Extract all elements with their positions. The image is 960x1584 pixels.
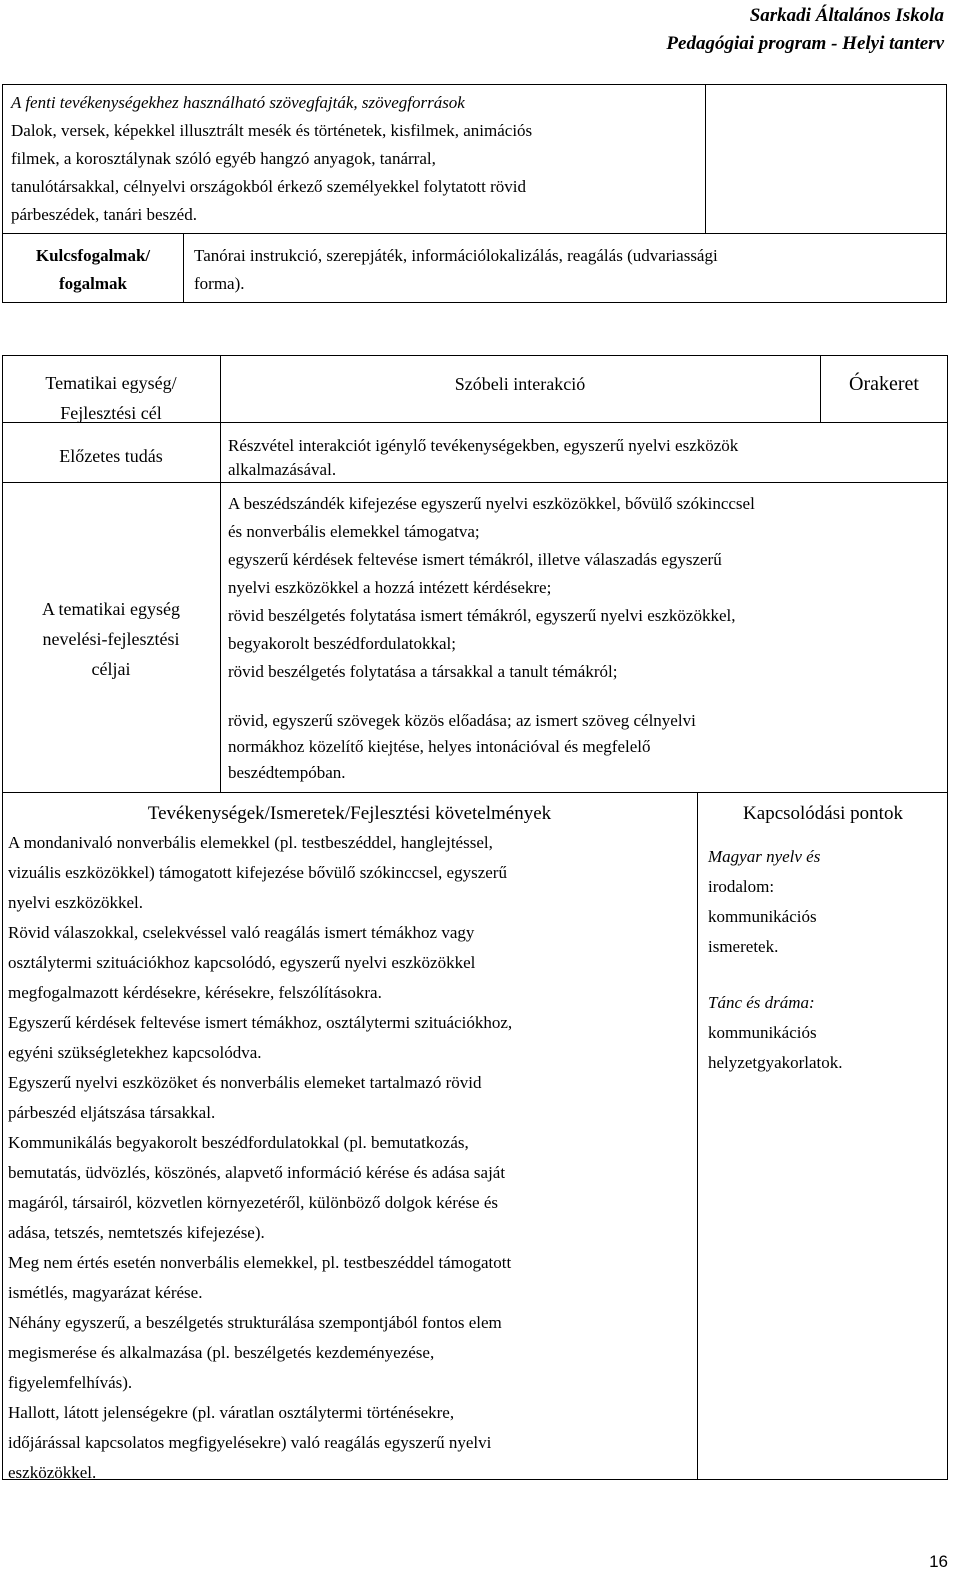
- activity-line: Kommunikálás begyakorolt beszédfordulatokkal (pl. bemutatkozás,: [8, 1133, 469, 1152]
- text-sources-box: [2, 84, 706, 234]
- connection-subject: Magyar nyelv és: [708, 847, 821, 866]
- text-sources-line: párbeszédek, tanári beszéd.: [11, 205, 197, 224]
- connection-text: kommunikációs: [708, 907, 817, 926]
- activity-line: figyelemfelhívás).: [8, 1373, 133, 1392]
- goals-text2-line: rövid, egyszerű szövegek közös előadása; az ismert szöveg célnyelvi: [228, 711, 696, 730]
- goals-text2-line: beszédtempóban.: [228, 763, 346, 782]
- activity-line: Rövid válaszokkal, cselekvéssel való reagálás ismert témákhoz vagy: [8, 923, 475, 942]
- activity-line: Egyszerű nyelvi eszközöket és nonverbális elemeket tartalmazó rövid: [8, 1073, 482, 1092]
- prior-line: [2, 482, 948, 483]
- activity-line: bemutatás, üdvözlés, köszönés, alapvető információ kérése és adása saját: [8, 1163, 506, 1182]
- unit-label: Tematikai egység/: [45, 373, 177, 393]
- activity-line: A mondanivaló nonverbális elemekkel (pl. testbeszéddel, hanglejtéssel,: [8, 833, 493, 852]
- school-name: Sarkadi Általános Iskola: [749, 5, 944, 26]
- activity-line: nyelvi eszközökkel.: [8, 893, 144, 912]
- unit-label: Fejlesztési cél: [60, 403, 162, 423]
- keyconcepts-text: Tanórai instrukció, szerepjáték, információlokalizálás, reagálás (udvariassági: [194, 246, 718, 265]
- activity-line: vizuális eszközökkel) támogatott kifejezése bővülő szókinccsel, egyszerű: [8, 863, 507, 882]
- goals-label-cell: [2, 594, 220, 684]
- keyconcepts-text-cell: [183, 233, 947, 303]
- prior-text-cell: [228, 434, 943, 482]
- connections-body: [708, 842, 944, 1078]
- hours-label: Órakeret: [849, 373, 919, 395]
- connection-text: kommunikációs: [708, 1023, 817, 1042]
- keyconcepts-text: forma).: [194, 274, 245, 293]
- goals-text-line: egyszerű kérdések feltevése ismert témákról, illetve válaszadás egyszerű: [228, 550, 722, 569]
- activity-line: adása, tetszés, nemtetszés kifejezése).: [8, 1223, 265, 1242]
- keyconcepts-label-cell: [2, 233, 184, 303]
- activities-divider: [697, 792, 698, 1480]
- activity-line: megismerése és alkalmazása (pl. beszélgetés kezdeményezése,: [8, 1343, 435, 1362]
- goals-text-line: és nonverbális elemekkel támogatva;: [228, 522, 480, 541]
- goals-text-line: begyakorolt beszédfordulatokkal;: [228, 634, 457, 653]
- page-number: 16: [929, 1552, 948, 1571]
- connection-subject: irodalom:: [708, 877, 775, 896]
- activity-line: időjárással kapcsolatos megfigyelésekre) való reagálás egyszerű nyelvi: [8, 1433, 492, 1452]
- goals-text-line: rövid beszélgetés folytatása ismert témákról, egyszerű nyelvi eszközökkel,: [228, 606, 736, 625]
- activity-line: osztálytermi szituációkhoz kapcsolódó, egyszerű nyelvi eszközökkel: [8, 953, 476, 972]
- activities-body: [8, 828, 693, 1488]
- prior-text-line: alkalmazásával.: [228, 460, 337, 479]
- thematic-divider: [220, 355, 221, 793]
- activity-line: Néhány egyszerű, a beszélgetés strukturálása szempontjából fontos elem: [8, 1313, 502, 1332]
- activity-line: Meg nem értés esetén nonverbális elemekkel, pl. testbeszéddel támogatott: [8, 1253, 512, 1272]
- goals-label: A tematikai egység: [42, 599, 180, 619]
- text-sources-line: filmek, a korosztálynak szóló egyéb hangzó anyagok, tanárral,: [11, 149, 436, 168]
- activity-line: ismétlés, magyarázat kérése.: [8, 1283, 203, 1302]
- keyconcepts-label: Kulcsfogalmak/: [35, 246, 151, 265]
- goals-text-cell: [228, 490, 943, 686]
- goals-text-line: rövid beszélgetés folytatása a társakkal a tanult témákról;: [228, 662, 618, 681]
- activity-line: Egyszerű kérdések feltevése ismert témákhoz, osztálytermi szituációkhoz,: [8, 1013, 513, 1032]
- activity-line: megfogalmazott kérdésekre, kérésekre, felszólításokra.: [8, 983, 382, 1002]
- activity-line: párbeszéd eljátszása társakkal.: [8, 1103, 216, 1122]
- activity-line: Hallott, látott jelenségekre (pl. váratlan osztálytermi történésekre,: [8, 1403, 455, 1422]
- activity-line: egyéni szükségletekhez kapcsolódva.: [8, 1043, 262, 1062]
- program-title: Pedagógiai program - Helyi tanterv: [666, 33, 944, 54]
- goals-text-line: nyelvi eszközökkel a hozzá intézett kérdésekre;: [228, 578, 552, 597]
- text-sources-line: Dalok, versek, képekkel illusztrált mesék és történetek, kisfilmek, animációs: [11, 121, 533, 140]
- keyconcepts-label: fogalmak: [59, 274, 127, 293]
- connections-title: Kapcsolódási pontok: [743, 803, 903, 824]
- activities-title: Tevékenységek/Ismeretek/Fejlesztési követelmények: [147, 803, 552, 824]
- prior-label: Előzetes tudás: [59, 446, 163, 466]
- goals-label: céljai: [91, 659, 131, 679]
- connection-subject: Tánc és dráma:: [708, 993, 815, 1012]
- activity-line: magáról, társairól, közvetlen környezetéről, különböző dolgok kérése és: [8, 1193, 498, 1212]
- goals-text2-line: normákhoz közelítő kiejtése, helyes intonációval és megfelelő: [228, 737, 651, 756]
- goals-text-line: A beszédszándék kifejezése egyszerű nyelvi eszközökkel, bővülő szókinccsel: [228, 494, 755, 513]
- text-sources-line: tanulótársakkal, célnyelvi országokból érkező személyekkel folytatott rövid: [11, 177, 527, 196]
- prior-text-line: Részvétel interakciót igénylő tevékenységekben, egyszerű nyelvi eszközök: [228, 436, 739, 455]
- activity-line: eszközökkel.: [8, 1463, 97, 1482]
- unit-title: Szóbeli interakció: [454, 374, 586, 394]
- connection-text: helyzetgyakorlatok.: [708, 1053, 843, 1072]
- goals-text2-cell: [228, 708, 943, 786]
- sources-right-cell: [705, 84, 947, 234]
- unit-label-cell: [2, 368, 220, 428]
- text-sources-title: A fenti tevékenységekhez használható szövegfajták, szövegforrások: [11, 93, 465, 112]
- page-header: [666, 2, 944, 58]
- goals-label: nevelési-fejlesztési: [42, 629, 180, 649]
- connection-text: ismeretek.: [708, 937, 779, 956]
